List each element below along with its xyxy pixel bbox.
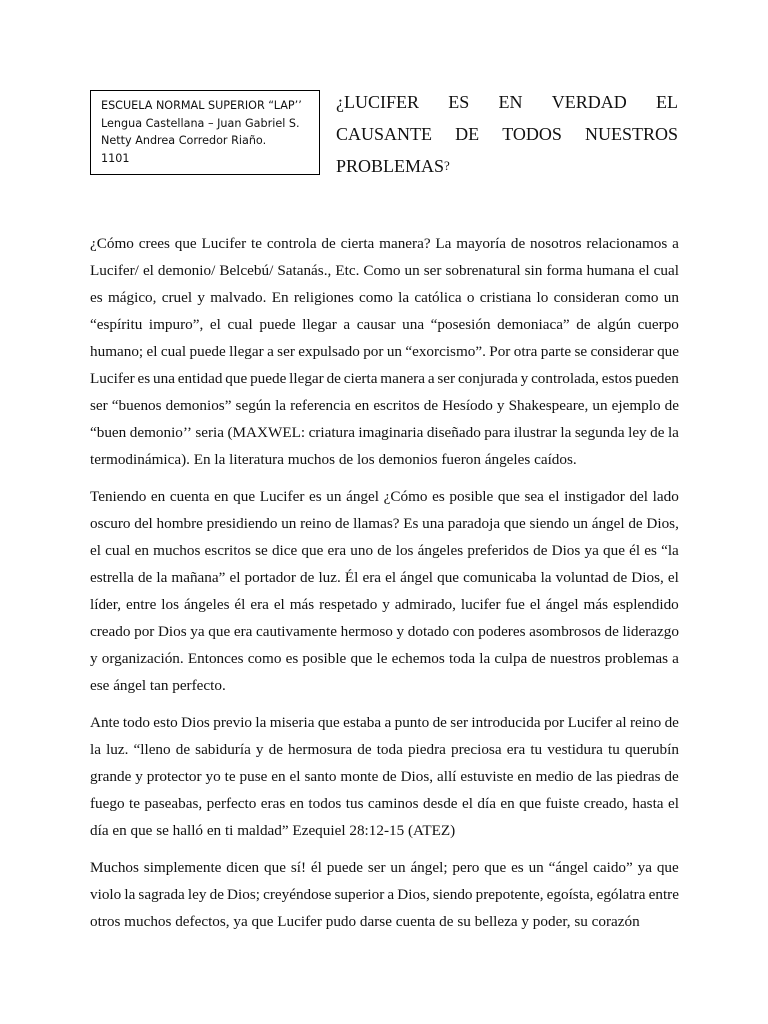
title-line: [336, 118, 678, 150]
paragraph: [90, 854, 679, 935]
title-word: CAUSANTE: [336, 124, 433, 144]
text-line: ¿Cómo crees que Lucifer te controla de cierta manera? La mayoría de nosotros relacionamos a: [90, 235, 679, 252]
text-line: humano; el cual puede llegar a ser expulsado por un “exorcismo”. Por otra parte se considerar que: [90, 343, 679, 360]
text-line: violo la sagrada ley de Dios; creyéndose superior a Dios, siendo prepotente, egoísta, ególatra entre: [90, 886, 679, 903]
student-name: Netty Andrea Corredor Riaño.: [101, 134, 267, 147]
title-word: ¿LUCIFER: [336, 92, 419, 112]
title-line: [336, 150, 678, 182]
class-code: 1101: [101, 151, 130, 165]
document-body: [90, 230, 679, 945]
text-line: y organización. Entonces como es posible que le echemos toda la culpa de nuestros problemas a: [90, 650, 679, 667]
text-line: Lucifer es una entidad que puede llegar de cierta manera a ser conjurada y controlada, estos pueden: [90, 370, 679, 387]
text-line: grande y protector yo te puse en el santo monte de Dios, allí estuviste en medio de las piedras de: [90, 768, 679, 785]
text-line: Muchos simplemente dicen que sí! él puede ser un ángel; pero que es un “ángel caido” ya que: [90, 859, 679, 876]
text-line: día en que se halló en ti maldad” Ezequiel 28:12-15 (ATEZ): [90, 822, 456, 839]
text-line: Lucifer/ el demonio/ Belcebú/ Satanás., Etc. Como un ser sobrenatural sin forma humana el cual: [90, 262, 679, 279]
paragraph: [90, 230, 679, 473]
document-title: [336, 86, 678, 182]
title-word: ES: [448, 92, 470, 112]
text-line: ser “buenos demonios” según la referencia en escritos de Hesíodo y Shakespeare, un ejemplo de: [90, 397, 679, 414]
text-line: ese ángel tan perfecto.: [90, 677, 226, 694]
text-line: creado por Dios ya que era cautivamente hermoso y dotado con poderes asombrosos de liderazgo: [90, 623, 679, 640]
text-line: Teniendo en cuenta en que Lucifer es un ángel ¿Cómo es posible que sea el instigador del lado: [90, 488, 679, 505]
title-word: TODOS: [502, 124, 562, 144]
title-line: [336, 86, 678, 118]
header-info-box: [90, 90, 320, 175]
title-word: EL: [655, 92, 678, 112]
title-word: DE: [455, 124, 480, 144]
text-line: es mágico, cruel y malvado. En religiones como la católica o cristiana lo consideran como un: [90, 289, 679, 306]
text-line: líder, entre los ángeles él era el más respetado y admirado, lucifer fue el ángel más esplendido: [90, 596, 679, 613]
school-name: ESCUELA NORMAL SUPERIOR “LAP’’: [101, 99, 302, 112]
title-word: EN: [498, 92, 523, 112]
text-line: “buen demonio’’ seria (MAXWEL: criatura imaginaria diseñado para ilustrar la segunda ley de la: [90, 424, 679, 441]
title-word: VERDAD: [551, 92, 627, 112]
paragraph: [90, 483, 679, 699]
paragraph: [90, 709, 679, 844]
text-line: estrella de la mañana” el portador de luz. Él era el ángel que comunicaba la voluntad de Dios, el: [90, 569, 679, 586]
text-line: “espíritu impuro”, el cual puede llegar a causar una “posesión demoniaca” de algún cuerpo: [90, 316, 679, 333]
text-line: oscuro del hombre presidiendo un reino de llamas? Es una paradoja que siendo un ángel de Dios,: [90, 515, 679, 532]
title-word: NUESTROS: [584, 124, 678, 144]
title-word: PROBLEMAS: [336, 156, 445, 176]
text-line: Ante todo esto Dios previo la miseria que estaba a punto de ser introducida por Lucifer al reino de: [90, 714, 679, 731]
text-line: termodinámica). En la literatura muchos de los demonios fueron ángeles caídos.: [90, 451, 577, 468]
text-line: la luz. “lleno de sabiduría y de hermosura de toda piedra preciosa era tu vestidura tu querubín: [90, 741, 679, 758]
text-line: el cual en muchos escritos se dice que era uno de los ángeles preferidos de Dios ya que él es “la: [90, 542, 679, 559]
text-line: otros muchos defectos, ya que Lucifer pudo darse cuenta de su belleza y poder, su corazón: [90, 913, 640, 930]
course-teacher: Lengua Castellana – Juan Gabriel S.: [101, 116, 300, 130]
title-word: ?: [444, 158, 450, 173]
text-line: fuego te paseabas, perfecto eras en todos tus caminos desde el día en que fuiste creado, hasta el: [90, 795, 679, 812]
